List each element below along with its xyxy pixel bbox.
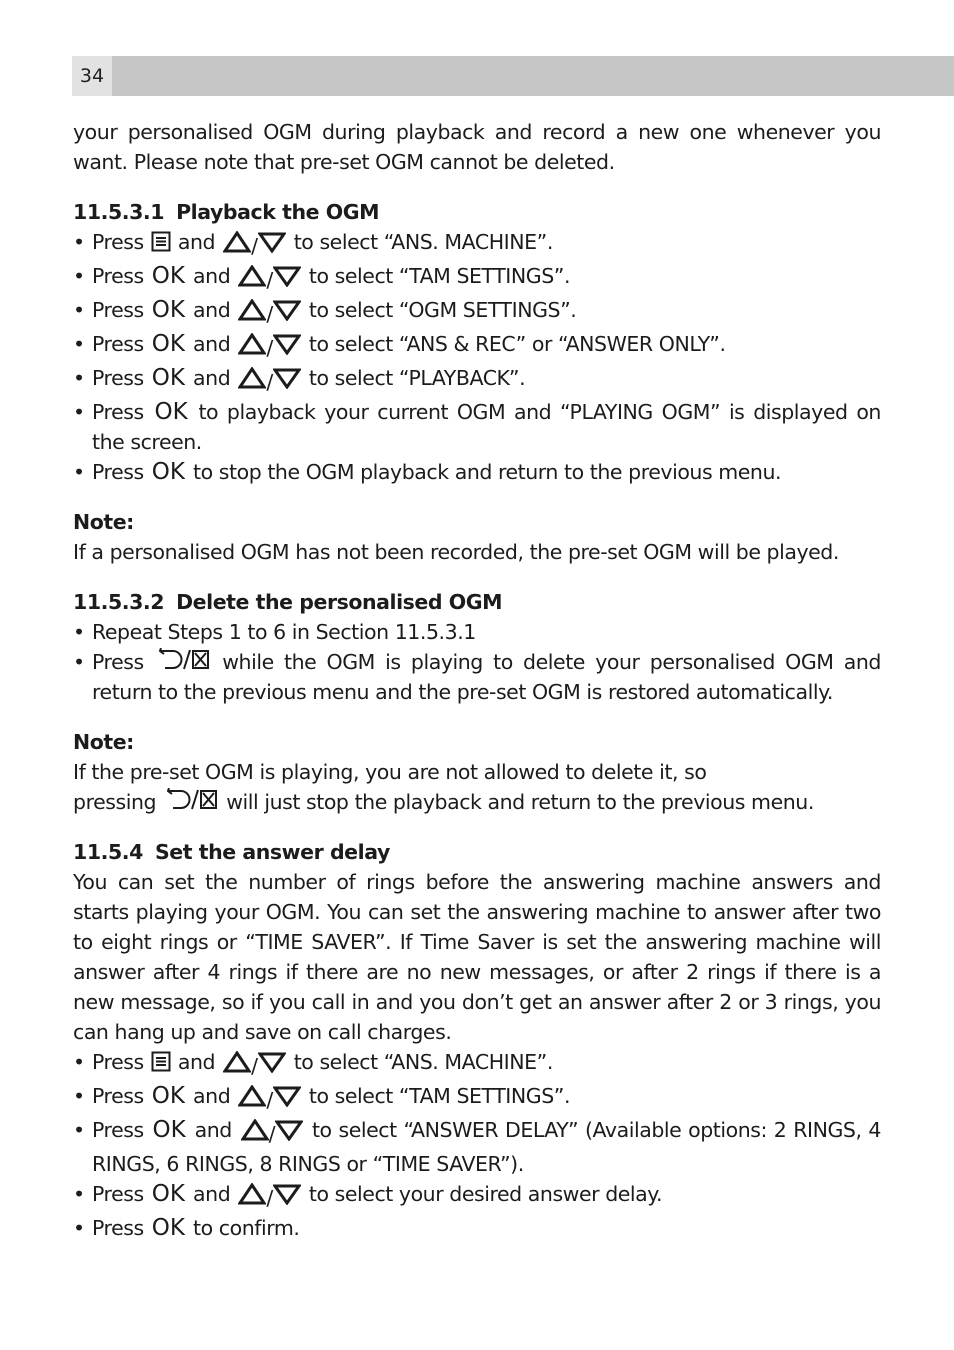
ok-key-icon: OK bbox=[151, 1215, 185, 1241]
ok-key-icon: OK bbox=[152, 1117, 186, 1143]
note-label: Note: bbox=[73, 510, 134, 534]
section-number: 11.5.3.1 bbox=[73, 200, 165, 224]
down-triangle-icon bbox=[275, 1119, 303, 1141]
playback-steps bbox=[73, 227, 881, 487]
back-delete-key-icon bbox=[163, 788, 219, 812]
down-triangle-icon bbox=[273, 265, 301, 287]
list-item: • Press OK and / to select your desired answer delay. bbox=[73, 1179, 881, 1213]
section-title: Delete the personalised OGM bbox=[176, 590, 503, 614]
delay-paragraph: You can set the number of rings before the answering machine answers and starts playing your OGM. You can set the answering machine to answer after two to eight rings or “TIME SAVER”. If Time Saver is set the answering machine will answer after 4 rings if there are no new messages, or after 2 rings if there is a new message, so if you call in and you don’t get an answer after 2 or 3 rings, you can hang up and save on call charges. bbox=[73, 870, 881, 1044]
section-title: Set the answer delay bbox=[154, 840, 390, 864]
list-item: • Repeat Steps 1 to 6 in Section 11.5.3.1 bbox=[73, 617, 881, 647]
list-item: • Press OK to confirm. bbox=[73, 1213, 881, 1243]
ok-key-icon: OK bbox=[151, 331, 185, 357]
list-item: • Press OK and / to select “PLAYBACK”. bbox=[73, 363, 881, 397]
list-item: • Press OK and / to select “TAM SETTINGS”. bbox=[73, 1081, 881, 1115]
section-heading-playback bbox=[73, 197, 881, 227]
menu-key-icon bbox=[151, 1051, 171, 1072]
down-triangle-icon bbox=[273, 1085, 301, 1107]
section-number: 11.5.3.2 bbox=[73, 590, 165, 614]
note-text: If a personalised OGM has not been recorded, the pre-set OGM will be played. bbox=[73, 540, 839, 564]
up-triangle-icon bbox=[223, 1051, 251, 1073]
up-triangle-icon bbox=[238, 265, 266, 287]
list-item: • Press and / to select “ANS. MACHINE”. bbox=[73, 1047, 881, 1081]
down-triangle-icon bbox=[273, 1183, 301, 1205]
section-number: 11.5.4 bbox=[73, 840, 143, 864]
list-item: • Press OK to playback your current OGM and “PLAYING OGM” is displayed on the screen. bbox=[73, 397, 881, 457]
list-item: • Press while the OGM is playing to delete your personalised OGM and return to the previous menu and the pre-set OGM is restored automatically. bbox=[73, 647, 881, 707]
up-triangle-icon bbox=[238, 333, 266, 355]
page-content bbox=[73, 117, 881, 1243]
up-triangle-icon bbox=[241, 1119, 269, 1141]
note-text: If the pre-set OGM is playing, you are not allowed to delete it, so pressing will just stop the playback and return to the previous menu. bbox=[73, 760, 814, 814]
ok-key-icon: OK bbox=[151, 1181, 185, 1207]
page-header-bar bbox=[72, 56, 954, 96]
menu-key-icon bbox=[151, 231, 171, 252]
down-triangle-icon bbox=[273, 299, 301, 321]
ok-key-icon: OK bbox=[151, 263, 185, 289]
up-triangle-icon bbox=[238, 367, 266, 389]
section-title: Playback the OGM bbox=[176, 200, 380, 224]
ok-key-icon: OK bbox=[154, 399, 188, 425]
up-triangle-icon bbox=[238, 1183, 266, 1205]
down-triangle-icon bbox=[273, 367, 301, 389]
list-item: • Press OK and / to select “OGM SETTINGS”. bbox=[73, 295, 881, 329]
up-triangle-icon bbox=[238, 1085, 266, 1107]
back-delete-key-icon bbox=[155, 648, 211, 672]
ok-key-icon: OK bbox=[151, 1083, 185, 1109]
note-label: Note: bbox=[73, 730, 134, 754]
section-heading-delete bbox=[73, 587, 881, 617]
ok-key-icon: OK bbox=[151, 459, 185, 485]
page-number: 34 bbox=[72, 56, 112, 96]
down-triangle-icon bbox=[258, 1051, 286, 1073]
list-item: • Press OK and / to select “TAM SETTINGS”. bbox=[73, 261, 881, 295]
intro-paragraph: your personalised OGM during playback and record a new one whenever you want. Please note that pre-set OGM cannot be deleted. bbox=[73, 120, 881, 174]
list-item: • Press and / to select “ANS. MACHINE”. bbox=[73, 227, 881, 261]
list-item: • Press OK and / to select “ANS & REC” or “ANSWER ONLY”. bbox=[73, 329, 881, 363]
delay-steps bbox=[73, 1047, 881, 1243]
down-triangle-icon bbox=[258, 231, 286, 253]
list-item: • Press OK to stop the OGM playback and return to the previous menu. bbox=[73, 457, 881, 487]
up-triangle-icon bbox=[223, 231, 251, 253]
ok-key-icon: OK bbox=[151, 365, 185, 391]
list-item: • Press OK and / to select “ANSWER DELAY” (Available options: 2 RINGS, 4 RINGS, 6 RINGS, 8 RINGS or “TIME SAVER”). bbox=[73, 1115, 881, 1179]
down-triangle-icon bbox=[273, 333, 301, 355]
up-triangle-icon bbox=[238, 299, 266, 321]
ok-key-icon: OK bbox=[151, 297, 185, 323]
delete-steps bbox=[73, 617, 881, 707]
section-heading-delay bbox=[73, 837, 881, 867]
